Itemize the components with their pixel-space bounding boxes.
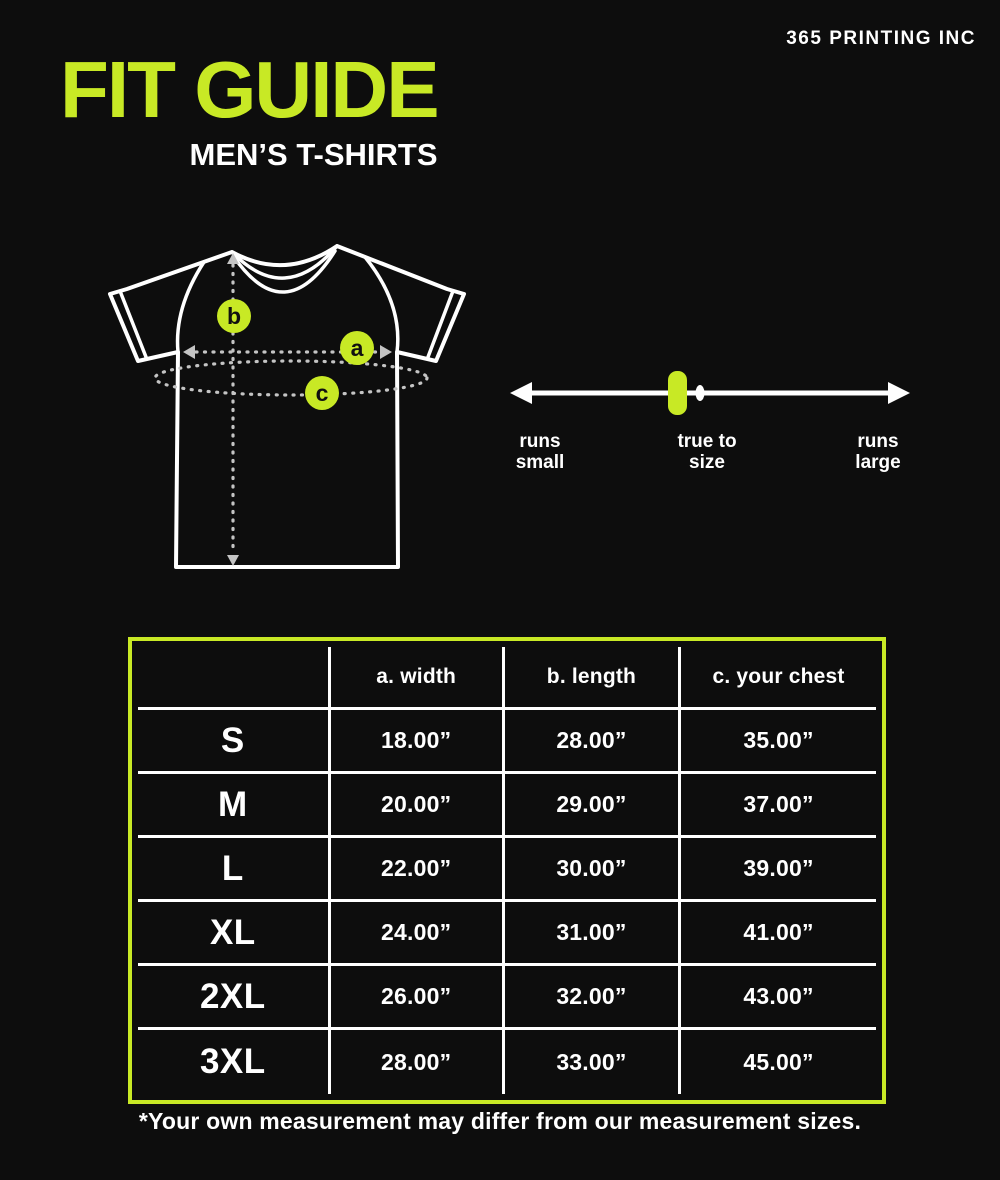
table-row-size: L [138, 838, 331, 902]
col-header-size [138, 647, 331, 710]
fit-scale [505, 358, 915, 488]
table-cell-length: 28.00” [505, 710, 681, 774]
col-header-width: a. width [331, 647, 505, 710]
table-cell-chest: 37.00” [681, 774, 876, 838]
chest-marker-label: c [315, 379, 329, 406]
table-cell-chest: 41.00” [681, 902, 876, 966]
table-row-size: M [138, 774, 331, 838]
table-cell-length: 30.00” [505, 838, 681, 902]
width-marker-a [340, 331, 374, 365]
table-cell-width: 20.00” [331, 774, 505, 838]
tshirt-diagram [100, 238, 472, 578]
brand-name: 365 PRINTING INC [786, 28, 976, 49]
table-row-size: S [138, 710, 331, 774]
table-cell-width: 26.00” [331, 966, 505, 1030]
tshirt-outline-drawing [100, 238, 472, 578]
runs-large-label: runs large [855, 431, 901, 473]
table-cell-length: 33.00” [505, 1030, 681, 1094]
table-cell-chest: 45.00” [743, 1048, 814, 1075]
chest-marker-c [305, 376, 339, 410]
table-cell-width: 24.00” [331, 902, 505, 966]
table-cell-length: 31.00” [505, 902, 681, 966]
size-table [128, 637, 886, 1104]
page-title: FIT GUIDE [60, 45, 438, 134]
table-cell-chest: 43.00” [681, 966, 876, 1030]
true-to-size-label: true to size [677, 431, 737, 473]
table-cell-width: 22.00” [331, 838, 505, 902]
table-cell-width: 28.00” [331, 1030, 505, 1094]
col-header-length: b. length [505, 647, 681, 710]
table-cell-width: 18.00” [331, 710, 505, 774]
runs-small-label: runs small [515, 431, 565, 473]
fit-center-dot [696, 385, 705, 401]
table-row-size: XL [138, 902, 331, 966]
length-marker-b [217, 299, 251, 333]
page-subtitle: MEN’S T-SHIRTS [189, 137, 438, 172]
table-cell-length: 29.00” [505, 774, 681, 838]
table-cell-chest: 39.00” [681, 838, 876, 902]
table-row-size: 2XL [138, 966, 331, 1030]
table-cell-length: 32.00” [505, 966, 681, 1030]
length-marker-label: b [226, 302, 242, 329]
fit-indicator-pill [668, 371, 687, 415]
table-row-size: 3XL [138, 1030, 331, 1094]
title-block [60, 45, 438, 173]
size-table-grid [138, 647, 876, 1094]
fit-scale-arrow [505, 358, 915, 420]
table-cell-chest: 35.00” [681, 710, 876, 774]
measurement-disclaimer: *Your own measurement may differ from our measurement sizes. [138, 1108, 862, 1134]
width-marker-label: a [350, 334, 364, 361]
col-header-chest: c. your chest [681, 647, 876, 710]
